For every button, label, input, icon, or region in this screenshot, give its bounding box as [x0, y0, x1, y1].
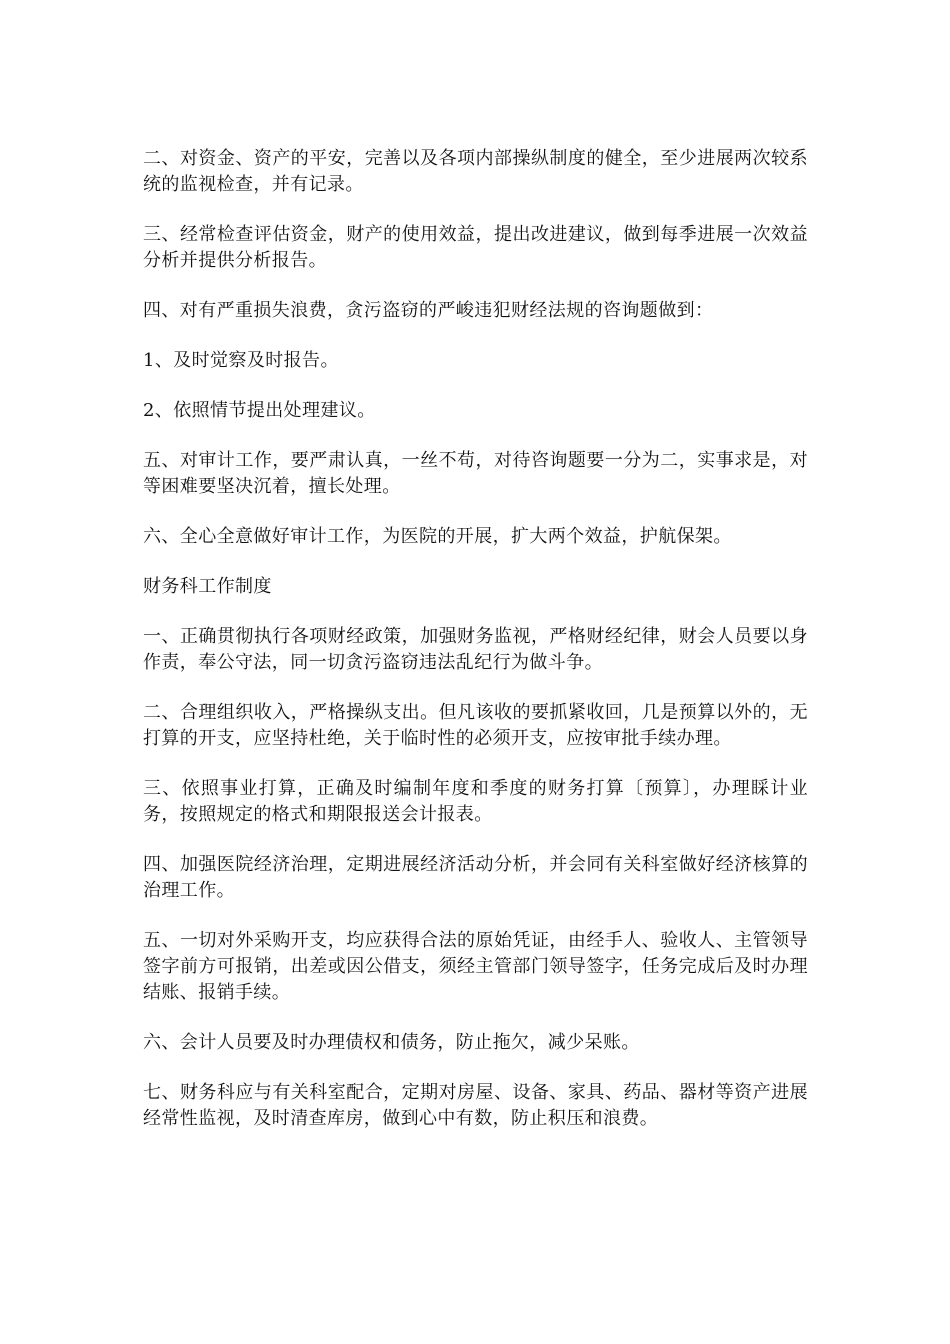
paragraph-finance-4: 四、加强医院经济治理，定期进展经济活动分析，并会同有关科室做好经济核算的治理工作。 [143, 854, 808, 901]
paragraph-audit-4: 四、对有严重损失浪费，贪污盗窃的严峻违犯财经法规的咨询题做到： [143, 300, 714, 321]
paragraph-finance-1: 一、正确贯彻执行各项财经政策，加强财务监视，严格财经纪律，财会人员要以身作责，奉公守法，同一切贪污盗窃违法乱纪行为做斗争。 [143, 626, 808, 673]
document-body [143, 146, 808, 1156]
paragraph-finance-2: 二、合理组织收入，严格操纵支出。但凡该收的要抓紧收回，几是预算以外的，无打算的开支，应坚持杜绝，关于临时性的必须开支，应按审批手续办理。 [143, 702, 808, 749]
paragraph-audit-4-item-1: 1、及时觉察及时报告。 [143, 350, 339, 371]
paragraph-audit-5: 五、对审计工作，要严肃认真，一丝不苟，对待咨询题要一分为二，实事求是，对等困难要坚决沉着，擅长处理。 [143, 450, 808, 497]
paragraph-finance-7: 七、财务科应与有关科室配合，定期对房屋、设备、家具、药品、器材等资产进展经常性监视，及时清查库房，做到心中有数，防止积压和浪费。 [143, 1082, 808, 1129]
paragraph-finance-6: 六、会计人员要及时办理债权和债务，防止拖欠，减少呆账。 [143, 1032, 640, 1053]
paragraph-audit-3: 三、经常检查评估资金，财产的使用效益，提出改进建议，做到每季进展一次效益分析并提供分析报告。 [143, 224, 808, 271]
paragraph-finance-3: 三、依照事业打算，正确及时编制年度和季度的财务打算〔预算〕，办理睬计业务，按照规定的格式和期限报送会计报表。 [143, 778, 808, 825]
paragraph-audit-6: 六、全心全意做好审计工作，为医院的开展，扩大两个效益，护航保架。 [143, 526, 732, 547]
paragraph-audit-2: 二、对资金、资产的平安，完善以及各项内部操纵制度的健全，至少进展两次较系统的监视检查，并有记录。 [143, 148, 808, 195]
paragraph-finance-5: 五、一切对外采购开支，均应获得合法的原始凭证，由经手人、验收人、主管领导签字前方可报销，出差或因公借支，须经主管部门领导签字，任务完成后及时办理结账、报销手续。 [143, 930, 808, 1003]
paragraph-audit-4-item-2: 2、依照情节提出处理建议。 [143, 400, 376, 421]
section-heading-finance: 财务科工作制度 [143, 576, 272, 597]
